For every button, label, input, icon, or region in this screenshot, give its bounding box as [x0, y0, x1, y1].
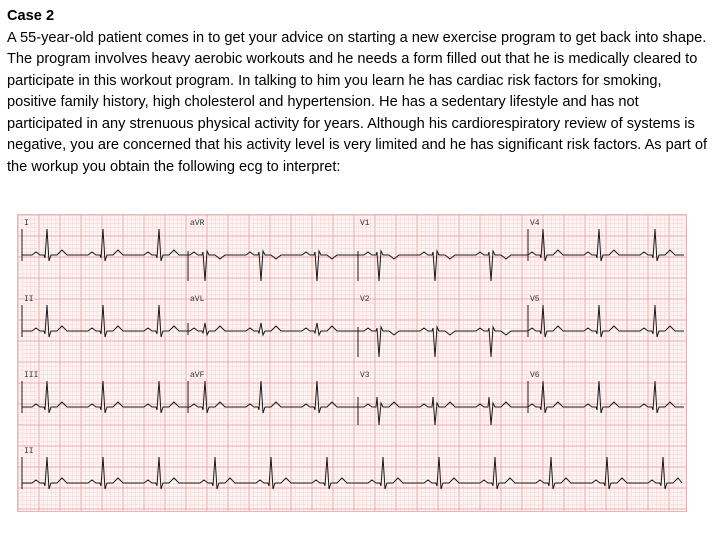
ecg-tracing	[18, 215, 686, 511]
case-text	[7, 6, 715, 178]
lead-label-i: I	[24, 219, 29, 228]
ecg-figure	[17, 214, 687, 512]
lead-label-v2: V2	[360, 295, 370, 304]
lead-label-avl: aVL	[190, 295, 205, 304]
lead-label-avr: aVR	[190, 219, 205, 228]
case-title: Case 2	[7, 8, 55, 24]
lead-label-v5: V5	[530, 295, 540, 304]
lead-label-v3: V3	[360, 371, 370, 380]
ecg-trace-ii	[22, 305, 188, 337]
ecg-trace-avr	[188, 251, 358, 281]
ecg-grid	[18, 215, 686, 511]
lead-label-iii: III	[24, 371, 39, 380]
lead-label-ii-rhythm: II	[24, 447, 34, 456]
case-description: A 55-year-old patient comes in to get your advice on starting a new exercise program to get back into shape. The program involves heavy aerobic workouts and he needs a form filled out that he is medically cleared to participate in this workout program. In talking to him you learn he has cardiac risk factors for smoking, positive family history, high cholesterol and hypertension. He has a sedentary lifestyle and has not participated in any strenuous physical activity for years. Although his cardiorespiratory review of systems is negative, you are concerned that his activity level is very limited and he has significant risk factors. As part of the workup you obtain the following ecg to interpret:	[7, 29, 708, 175]
lead-label-v4: V4	[530, 219, 540, 228]
lead-label-v6: V6	[530, 371, 540, 380]
ecg-trace-avl	[188, 323, 358, 335]
lead-label-v1: V1	[360, 219, 370, 228]
ecg-trace-i	[22, 229, 188, 261]
lead-label-avf: aVF	[190, 371, 205, 380]
lead-label-ii: II	[24, 295, 34, 304]
ecg-trace-ii-rhythm	[22, 457, 682, 489]
